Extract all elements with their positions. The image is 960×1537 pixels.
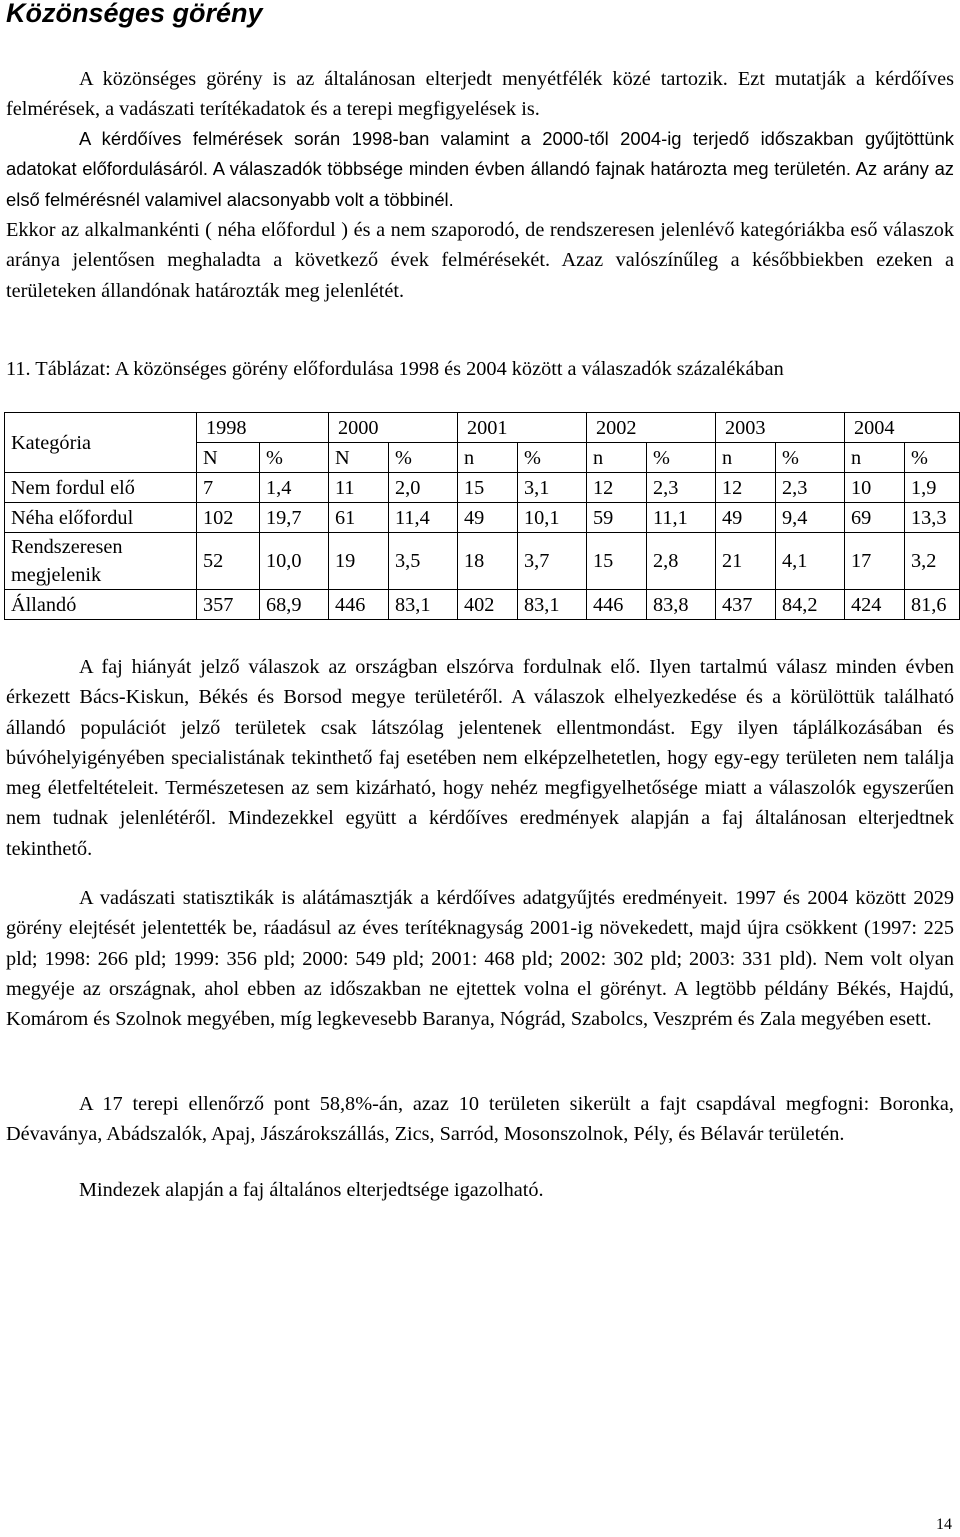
- row-label: Nem fordul elő: [5, 473, 197, 503]
- table-cell: 12: [716, 473, 776, 503]
- table-header-row: [5, 413, 960, 443]
- table-cell: 13,3: [905, 503, 960, 533]
- table-cell: 3,1: [518, 473, 587, 503]
- table-cell: 81,6: [905, 590, 960, 620]
- table-cell: 2,3: [647, 473, 716, 503]
- year-header: 2000: [329, 413, 458, 443]
- subheader-cell: %: [905, 443, 960, 473]
- table-cell: 11,1: [647, 503, 716, 533]
- table-cell: 21: [716, 533, 776, 590]
- table-cell: 402: [458, 590, 518, 620]
- body-paragraph-2: [6, 883, 954, 1034]
- table-cell: 49: [716, 503, 776, 533]
- year-header: 1998: [197, 413, 329, 443]
- intro-paragraph-1: [6, 64, 954, 125]
- table-cell: 424: [845, 590, 905, 620]
- table-row: [5, 473, 960, 503]
- body-paragraph-2-text: A vadászati statisztikák is alátámasztják a kérdőíves adatgyűjtés eredményeit. 1997 és 2004 között 2029 görény elejtését jelentették be, ráadásul az éves terítéknagyság 2001-ig növekedett, majd újra csökkent (1997: 225 pld; 1998: 266 pld; 1999: 356 pld; 2000: 549 pld; 2001: 468 pld; 2002: 302 pld; 2003: 331 pld). Nem volt olyan megyéje az országnak, ahol ebben az időszakban ne ejtettek volna el görényt. A legtöbb példány Békés, Hajdú, Komárom és Szolnok megyében, míg legkevesebb Baranya, Nógrád, Szabolcs, Veszprém és Zala megyében esett.: [6, 887, 954, 1031]
- table-cell: 1,4: [260, 473, 329, 503]
- table-cell: 2,3: [776, 473, 845, 503]
- intro-paragraph-2-text: A kérdőíves felmérések során 1998-ban valamint a 2000-től 2004-ig terjedő időszakban gyűjtöttünk adatokat előfordulásáról. A válaszadók többsége minden évben állandó fajnak határozta meg területén. Az arány az első felmérésnél valamivel alacsonyabb volt a többinél.: [6, 128, 954, 210]
- body-paragraph-4: [6, 1175, 954, 1205]
- category-header: Kategória: [5, 413, 197, 473]
- table-cell: 11: [329, 473, 389, 503]
- subheader-cell: %: [518, 443, 587, 473]
- table-cell: 15: [458, 473, 518, 503]
- intro-paragraph-3: [6, 215, 954, 306]
- table-cell: 83,1: [518, 590, 587, 620]
- table-cell: 52: [197, 533, 260, 590]
- table-cell: 68,9: [260, 590, 329, 620]
- body-paragraph-4-text: Mindezek alapján a faj általános elterjedtsége igazolható.: [79, 1179, 544, 1201]
- subheader-cell: %: [776, 443, 845, 473]
- year-header: 2004: [845, 413, 960, 443]
- subheader-cell: %: [260, 443, 329, 473]
- table-row: [5, 590, 960, 620]
- occurrence-table: [4, 412, 960, 620]
- section-heading: Közönséges görény: [6, 0, 263, 28]
- subheader-cell: %: [647, 443, 716, 473]
- table-cell: 4,1: [776, 533, 845, 590]
- subheader-cell: n: [845, 443, 905, 473]
- subheader-cell: n: [716, 443, 776, 473]
- table-cell: 10,0: [260, 533, 329, 590]
- table-cell: 17: [845, 533, 905, 590]
- intro-paragraph-1-text: A közönséges görény is az általánosan elterjedt menyétfélék közé tartozik. Ezt mutatják a kérdőíves felmérések, a vadászati terítékadatok és a terepi megfigyelések is.: [6, 68, 954, 121]
- table-cell: 11,4: [389, 503, 458, 533]
- table-cell: 12: [587, 473, 647, 503]
- table-cell: 3,7: [518, 533, 587, 590]
- subheader-cell: n: [458, 443, 518, 473]
- subheader-cell: n: [587, 443, 647, 473]
- table-cell: 9,4: [776, 503, 845, 533]
- table-cell: 69: [845, 503, 905, 533]
- table-cell: 7: [197, 473, 260, 503]
- year-header: 2002: [587, 413, 716, 443]
- table-cell: 19: [329, 533, 389, 590]
- table-cell: 3,2: [905, 533, 960, 590]
- table-cell: 446: [329, 590, 389, 620]
- page-number: 14: [936, 1516, 952, 1533]
- year-header: 2003: [716, 413, 845, 443]
- table-row: [5, 503, 960, 533]
- subheader-cell: N: [329, 443, 389, 473]
- body-paragraph-1: [6, 652, 954, 864]
- subheader-cell: %: [389, 443, 458, 473]
- table-cell: 437: [716, 590, 776, 620]
- table-cell: 10,1: [518, 503, 587, 533]
- row-label: Néha előfordul: [5, 503, 197, 533]
- table-cell: 83,1: [389, 590, 458, 620]
- body-paragraph-3: [6, 1089, 954, 1150]
- year-header: 2001: [458, 413, 587, 443]
- table-cell: 10: [845, 473, 905, 503]
- table-cell: 446: [587, 590, 647, 620]
- table-cell: 102: [197, 503, 260, 533]
- row-label: Rendszeresen megjelenik: [5, 533, 197, 590]
- intro-paragraph-2: [6, 124, 954, 215]
- table-row: [5, 533, 960, 590]
- row-label: Állandó: [5, 590, 197, 620]
- table-cell: 18: [458, 533, 518, 590]
- intro-paragraph-3-text: Ekkor az alkalmankénti ( néha előfordul ) és a nem szaporodó, de rendszeresen jelenlévő kategóriákba eső válaszok aránya jelentősen meghaladta a következő évek felmérésekét. Azaz valószínűleg a későbbiekben ezeken a területeken állandónak határozták meg jelenlétét.: [6, 219, 954, 302]
- table-cell: 3,5: [389, 533, 458, 590]
- table-cell: 61: [329, 503, 389, 533]
- subheader-cell: N: [197, 443, 260, 473]
- table-cell: 59: [587, 503, 647, 533]
- table-cell: 1,9: [905, 473, 960, 503]
- table-cell: 2,8: [647, 533, 716, 590]
- body-paragraph-1-text: A faj hiányát jelző válaszok az országban elszórva fordulnak elő. Ilyen tartalmú válasz minden évben érkezett Bács-Kiskun, Békés és Borsod megye területéről. A válaszok elhelyezkedése és a körülöttük található állandó populációt jelző területek csak látszólag jelentenek ellentmondást. Egy ilyen táplálkozásában és búvóhelyigényében specialistának tekinthető faj esetében nem elképzelhetetlen, hogy egy-egy területen nem találja meg életfeltételeit. Természetesen az sem kizárható, hogy nehéz megfigyelhetősége miatt a válaszolók egyszerűen nem tudnak jelenlétéről. Mindezekkel együtt a kérdőíves eredmények alapján a faj általánosan elterjedtnek tekinthető.: [6, 656, 954, 860]
- table-cell: 357: [197, 590, 260, 620]
- table-cell: 83,8: [647, 590, 716, 620]
- table-cell: 19,7: [260, 503, 329, 533]
- table-cell: 84,2: [776, 590, 845, 620]
- table-caption: 11. Táblázat: A közönséges görény előfordulása 1998 és 2004 között a válaszadók százalékában: [6, 358, 784, 380]
- body-paragraph-3-text: A 17 terepi ellenőrző pont 58,8%-án, azaz 10 területen sikerült a fajt csapdával megfogni: Boronka, Dévaványa, Abádszalók, Apaj, Jászárokszállás, Zics, Sarród, Mosonszolnok, Pély, és Bélavár területén.: [6, 1093, 954, 1146]
- table-cell: 49: [458, 503, 518, 533]
- table-cell: 2,0: [389, 473, 458, 503]
- table-cell: 15: [587, 533, 647, 590]
